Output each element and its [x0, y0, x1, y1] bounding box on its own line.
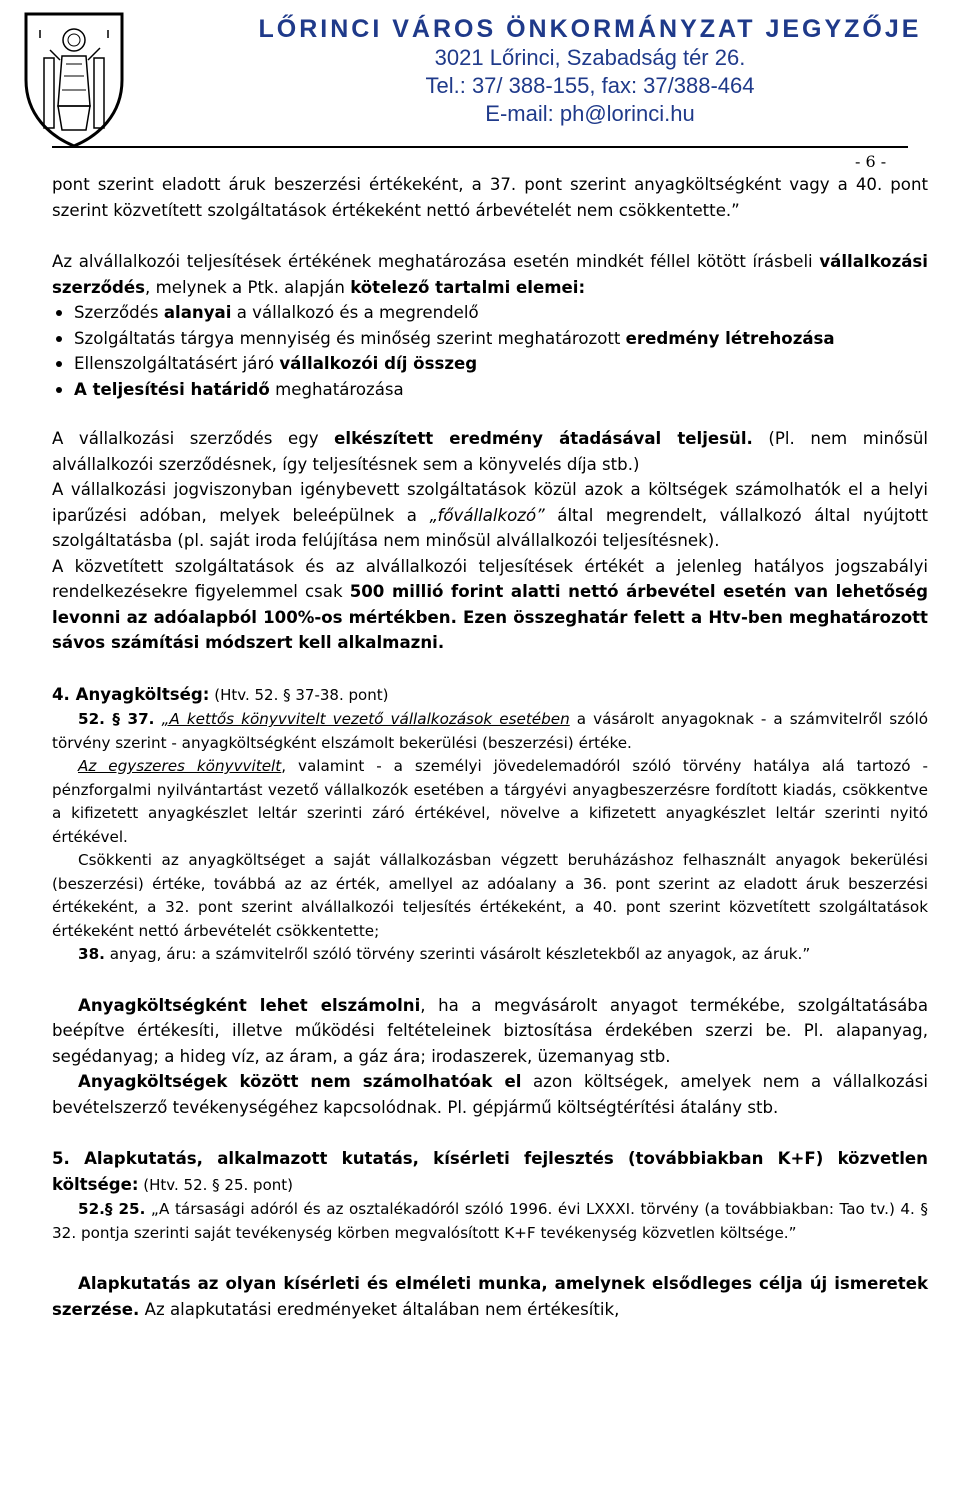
office-title: LŐRINCI VÁROS ÖNKORMÁNYZAT JEGYZŐJE: [258, 15, 922, 43]
list-item: A teljesítési határidő meghatározása: [52, 377, 928, 403]
list-item: Szerződés alanyai a vállalkozó és a megrendelő: [52, 300, 928, 326]
letterhead-text: [220, 14, 960, 128]
coat-of-arms-icon: [20, 10, 128, 150]
law-quote-52-25: 52.§ 25. „A társasági adóról és az osztalékadóról szóló 1996. évi LXXXI. törvény (a továbbiakban: Tao tv.) 4. § 32. pontja szerinti saját tevékenység körben megvalósított K+F tevékenység közvetlen költsége.”: [52, 1200, 928, 1242]
section-5-heading: 5. Alapkutatás, alkalmazott kutatás, kísérleti fejlesztés (továbbiakban K+F) közvetlen költsége: (Htv. 52. § 25. pont): [52, 1149, 928, 1194]
list-item: Szolgáltatás tárgya mennyiség és minőség szerint meghatározott eredmény létrehozása: [52, 326, 928, 352]
paragraph-deductible-materials: Anyagköltségként lehet elszámolni, ha a megvásárolt anyagot termékébe, szolgáltatásába beépítve értékesíti, illetve működési feltételeinek biztosítása érdekében szerzi be. Pl. alapanyag, segédanyag; a hideg víz, az áram, a gáz ára; irodaszerek, üzemanyag stb.: [52, 995, 928, 1066]
paragraph-completion: A vállalkozási szerződés egy elkészített eredmény átadásával teljesül. (Pl. nem minősül alvállalkozói szerződésnek, így teljesítésnek sem a könyvelés díja stb.): [52, 429, 929, 474]
contract-elements-list: [52, 300, 928, 402]
letterhead: [0, 0, 960, 150]
section-4-heading: 4. Anyagköltség: (Htv. 52. § 37-38. pont): [52, 684, 389, 704]
document-body: [52, 172, 928, 1322]
office-email: E-mail: ph@lorinci.hu: [485, 101, 695, 126]
office-address: 3021 Lőrinci, Szabadság tér 26.: [434, 45, 746, 70]
office-phone: Tel.: 37/ 388-155, fax: 37/388-464: [425, 73, 755, 98]
paragraph-threshold: A közvetített szolgáltatások és az alvállalkozói teljesítések értékét a jelenleg hatályos jogszabályi rendelkezésekre figyelemmel csak 500 millió forint alatti nettó árbevétel esetén van lehetőség levonni az adóalapból 100%-os mértékben. Ezen összeghatár felett a Htv-ben meghatározott sávos számítási módszert kell alkalmazni.: [52, 556, 928, 652]
list-item: Ellenszolgáltatásért járó vállalkozói díj összeg: [52, 351, 928, 377]
law-quote-52-37: 52. § 37. „A kettős könyvvitelt vezető vállalkozások esetében a vásárolt anyagoknak - a számvitelről szóló törvény szerint - anyagköltségként elszámolt bekerülési (beszerzési) értéke. Az egyszeres könyvvitelt, valamint - a személyi jövedelemadóról szóló törvény hatálya alá tartozó - pénzforgalmi nyilvántartást vezető vállalkozók esetében a tárgyévi anyagbeszerzésre fordított kiadás, csökkentve a kifizetett anyagkészlet leltár szerinti záró értékével, növelve a kifizetett anyagkészlet leltár szerinti nyitó értékével. Csökkenti az anyagköltséget a saját vállalkozásban végzett beruházáshoz felhasznált anyagok bekerülési (beszerzési) értéke, továbbá az az érték, amellyel az adóalany a 36. pont szerint az eladott áruk beszerzési értékeként, a 32. pont szerint alvállalkozói teljesítés értékeként, a 40. pont szerint közvetített szolgáltatások értékeként nettó árbevételét csökkentette; 38. anyag, áru: a számvitelről szóló törvény szerinti vásárolt készletekből az anyagok, az áruk.”: [52, 710, 928, 963]
paragraph-non-deductible: Anyagköltségek között nem számolhatóak el azon költségek, amelyek nem a vállalkozási bevételszerző tevékenységéhez kapcsolódnak. Pl. gépjármű költségtérítési átalány stb.: [52, 1072, 928, 1117]
paragraph-continuation: pont szerint eladott áruk beszerzési értékeként, a 37. pont szerint anyagköltségként vagy a 40. pont szerint közvetített szolgáltatások értékeként nettó árbevételét nem csökkentette.”: [52, 175, 928, 220]
header-divider: [52, 146, 908, 148]
paragraph-contract-intro: Az alvállalkozói teljesítések értékének meghatározása esetén mindkét féllel kötött írásbeli vállalkozási szerződés, melynek a Ptk. alapján kötelező tartalmi elemei:: [52, 252, 928, 297]
paragraph-deductible: A vállalkozási jogviszonyban igénybevett szolgáltatások közül azok a költségek számolhatók el a helyi iparűzési adóban, melyek beleépülnek a „fővállalkozó” által megrendelt, vállalkozó által nyújtott szolgáltatásba (pl. saját iroda felújítása nem minősül alvállalkozói teljesítésnek).: [52, 480, 928, 550]
paragraph-basic-research: Alapkutatás az olyan kísérleti és elméleti munka, amelynek elsődleges célja új ismeretek szerzése. Az alapkutatási eredményeket általában nem értékesítik,: [52, 1274, 928, 1319]
page-number: - 6 -: [855, 152, 887, 171]
